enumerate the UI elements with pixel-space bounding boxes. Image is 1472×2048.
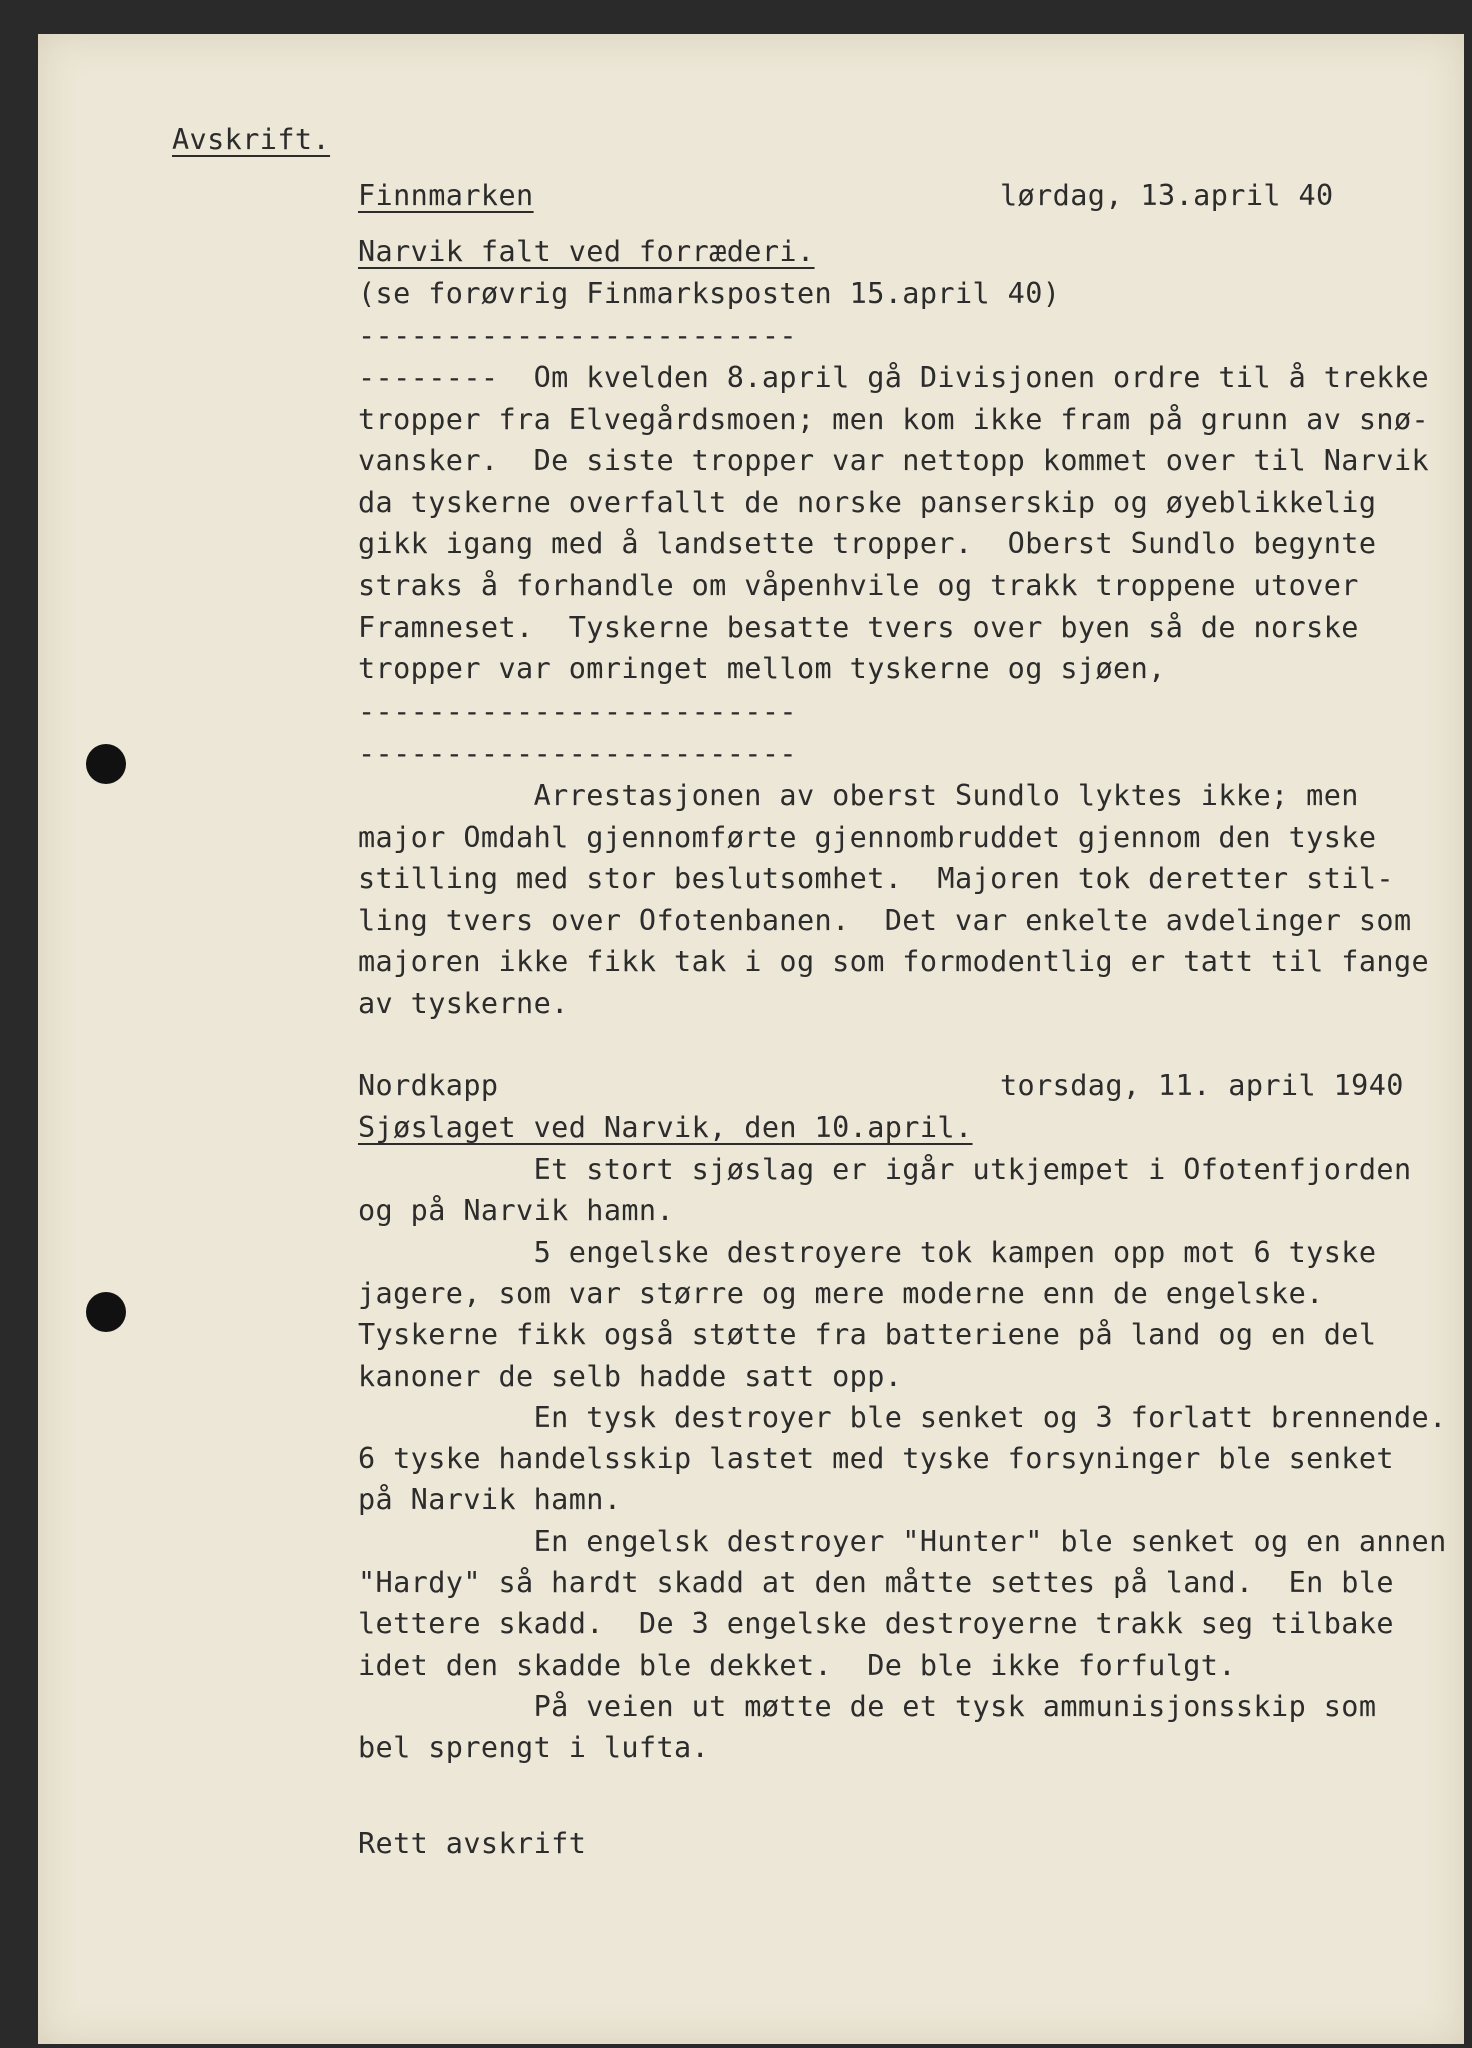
text-line: En engelsk destroyer "Hunter" ble senket og en annen (358, 1524, 1447, 1558)
document-title: Avskrift. (172, 123, 331, 156)
text-line: Framneset. Tyskerne besatte tvers over byen så de norske (358, 610, 1359, 644)
text-line: på Narvik hamn. (358, 1483, 622, 1517)
text-line: tropper fra Elvegårdsmoen; men kom ikke fram på grunn av snø- (358, 402, 1430, 436)
headline-1: Narvik falt ved forræderi. (358, 235, 815, 268)
dash-separator: ------------------------- (358, 319, 797, 352)
text-line: tropper var omringet mellom tyskerne og sjøen, (358, 652, 1166, 686)
punch-hole-bottom (86, 1292, 126, 1332)
text-line: bel sprengt i lufta. (358, 1731, 710, 1765)
text-line: og på Narvik hamn. (358, 1194, 675, 1228)
text-line: av tyskerne. (358, 987, 569, 1020)
text-line: idet den skadde ble dekket. De ble ikke forfulgt. (358, 1648, 1236, 1682)
text-line: stilling med stor beslutsomhet. Majoren tok deretter stil- (358, 862, 1394, 896)
text-line: majoren ikke fikk tak i og som formodentlig er tatt til fange (358, 945, 1430, 979)
text-line: major Omdahl gjennomførte gjennombruddet gjennom den tyske (358, 820, 1377, 854)
text-line: da tyskerne overfallt de norske panserskip og øyeblikkelig (358, 485, 1377, 519)
text-line: -------- Om kvelden 8.april gå Divisjonen ordre til å trekke (358, 361, 1430, 394)
text-line: kanoner de selb hadde satt opp. (358, 1359, 903, 1393)
newspaper-name-2: Nordkapp (358, 1069, 499, 1102)
punch-hole-top (86, 744, 126, 784)
text-line: 6 tyske handelsskip lastet med tyske forsyninger ble senket (358, 1442, 1394, 1476)
headline-2: Sjøslaget ved Narvik, den 10.april. (358, 1111, 973, 1144)
text-line: En tysk destroyer ble senket og 3 forlatt brennende. (358, 1400, 1447, 1434)
text-line: Et stort sjøslag er igår utkjempet i Ofotenfjorden (358, 1153, 1412, 1186)
text-line: lettere skadd. De 3 engelske destroyerne trakk seg tilbake (358, 1607, 1394, 1641)
article-date-2: torsdag, 11. april 1940 (1000, 1069, 1404, 1102)
article-date-1: lørdag, 13.april 40 (1000, 179, 1334, 212)
closing-note: Rett avskrift (358, 1827, 587, 1860)
text-line: gikk igang med å landsette tropper. Oberst Sundlo begynte (358, 527, 1377, 561)
text-line: ling tvers over Ofotenbanen. Det var enkelte avdelinger som (358, 903, 1412, 937)
separator-1: ------------------------- (358, 695, 797, 728)
reference-note: (se forøvrig Finmarksposten 15.april 40) (358, 277, 1061, 310)
text-line: jagere, som var større og mere moderne enn de engelske. (358, 1276, 1324, 1310)
text-line: På veien ut møtte de et tysk ammunisjonsskip som (358, 1689, 1377, 1723)
text-line: Arrestasjonen av oberst Sundlo lyktes ikke; men (358, 779, 1359, 812)
text-line: "Hardy" så hardt skadd at den måtte settes på land. En ble (358, 1566, 1394, 1599)
separator-2: ------------------------- (358, 737, 797, 770)
text-line: straks å forhandle om våpenhvile og trakk troppene utover (358, 569, 1359, 602)
text-line: vansker. De siste tropper var nettopp kommet over til Narvik (358, 444, 1430, 478)
text-line: Tyskerne fikk også støtte fra batteriene på land og en del (358, 1318, 1377, 1352)
newspaper-name-1: Finnmarken (358, 179, 534, 212)
text-line: 5 engelske destroyere tok kampen opp mot 6 tyske (358, 1235, 1377, 1269)
document-page (38, 34, 1464, 2044)
